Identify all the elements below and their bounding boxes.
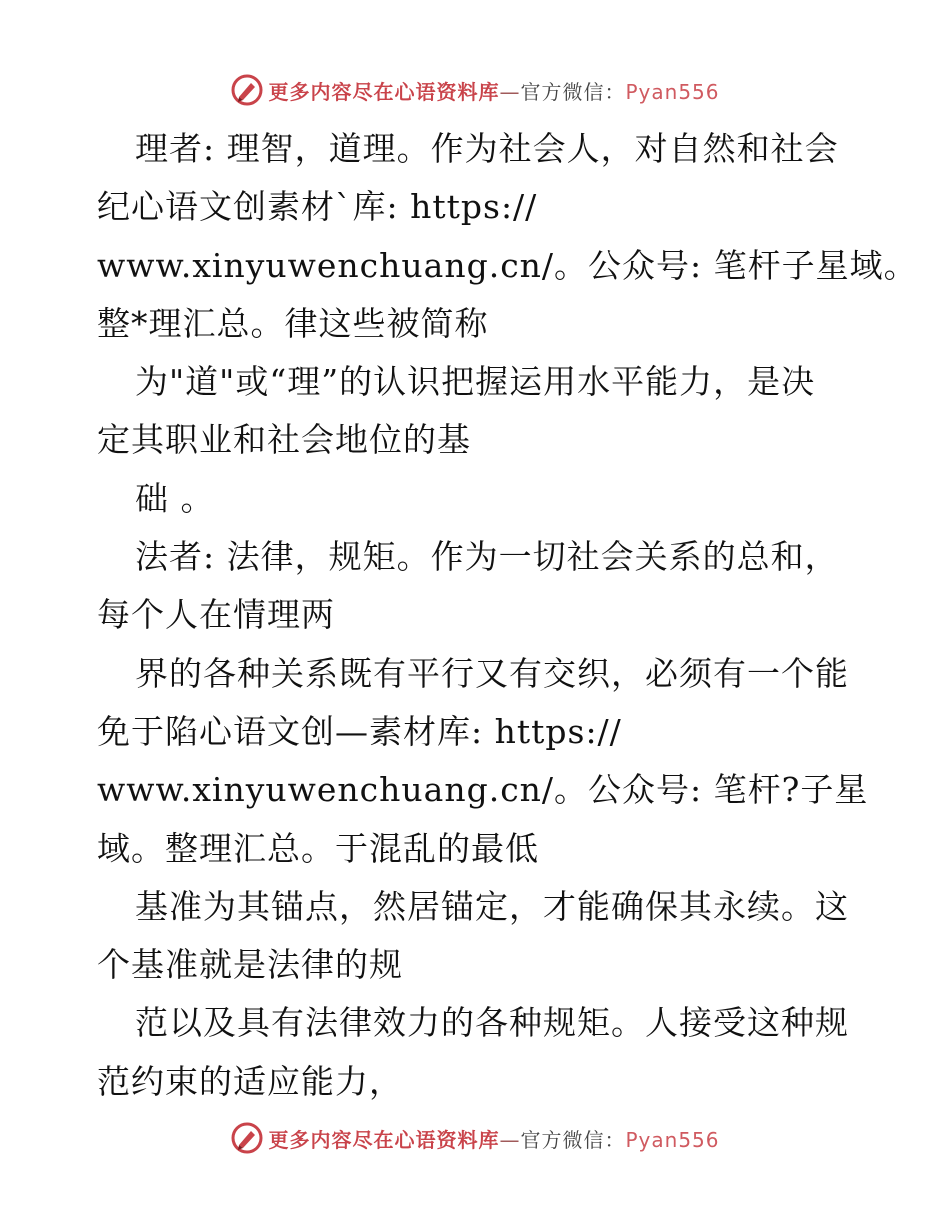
text-line: 础 。	[135, 478, 215, 518]
footer-watermark	[0, 1118, 950, 1158]
text-line: 基准为其锚点，然居锚定，才能确保其永续。这	[135, 886, 849, 926]
document-body	[97, 120, 918, 1111]
text-line: 界的各种关系既有平行又有交织，必须有一个能	[135, 653, 849, 693]
watermark-main: 更多内容尽在心语资料库	[268, 1127, 500, 1152]
header-watermark	[0, 70, 950, 110]
pen-logo-icon	[230, 1121, 264, 1155]
text-line: www.xinyuwenchuang.cn/。公众号: 笔杆?子星	[97, 770, 869, 810]
pen-logo-icon	[230, 73, 264, 107]
watermark-wechat-label: 官方微信：	[520, 79, 626, 104]
text-line: 理者: 理智，道理。作为社会人，对自然和社会	[135, 129, 839, 168]
text-line: 法者: 法律，规矩。作为一切社会关系的总和，	[135, 537, 839, 577]
text-line: 个基准就是法律的规	[97, 945, 403, 985]
text-line: 为"道"或“理”的认识把握运用水平能力，是决	[135, 362, 816, 402]
text-line: 免于陷心语文创—素材库: https://	[97, 711, 622, 751]
watermark-wechat-label: 官方微信：	[520, 1127, 626, 1152]
watermark-text	[268, 76, 719, 105]
watermark-wechat-id: Pyan556	[625, 79, 720, 104]
watermark-wechat-id: Pyan556	[625, 1127, 720, 1152]
text-line: 每个人在情理两	[97, 595, 335, 635]
text-line: 范以及具有法律效力的各种规矩。人接受这种规	[135, 1003, 849, 1043]
text-line: 范约束的适应能力，	[97, 1061, 403, 1101]
watermark-text	[268, 1124, 719, 1153]
text-line: www.xinyuwenchuang.cn/。公众号: 笔杆子星域。	[97, 245, 918, 285]
text-line: 定其职业和社会地位的基	[97, 420, 471, 460]
watermark-main: 更多内容尽在心语资料库	[268, 79, 500, 104]
text-line: 纪心语文创素材`库: https://	[97, 187, 538, 227]
watermark-dash: —	[499, 1127, 521, 1152]
text-line: 域。整理汇总。于混乱的最低	[97, 828, 539, 868]
text-line: 整*理汇总。律这些被简称	[97, 303, 489, 343]
watermark-dash: —	[499, 79, 521, 104]
